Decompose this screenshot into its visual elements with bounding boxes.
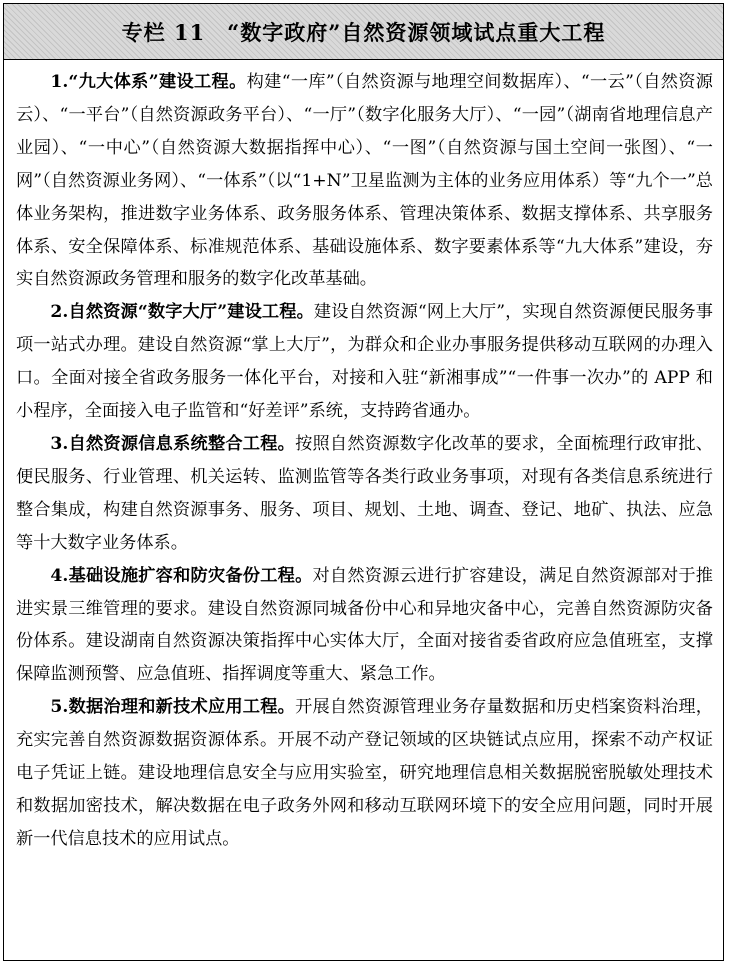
paragraph-3 [16, 428, 713, 560]
paragraph-body: 建设自然资源“网上大厅”，实现自然资源便民服务事项一站式办理。建设自然资源“掌上大厅”，为群众和企业办事服务提供移动互联网的办理入口。全面对接全省政务服务一体化平台，对接和入驻“新湘事成”“一件事一次办”的 APP 和小程序，全面接入电子监管和“好差评”系统，支持跨省通办。 [16, 302, 713, 422]
paragraph-heading: 5.数据治理和新技术应用工程。 [50, 697, 296, 718]
paragraph-heading: 2.自然资源“数字大厅”建设工程。 [50, 302, 314, 323]
column-content [4, 60, 723, 856]
paragraph-heading: 4.基础设施扩容和防灾备份工程。 [50, 565, 313, 586]
paragraph-body: 对自然资源云进行扩容建设，满足自然资源部对于推进实景三维管理的要求。建设自然资源同城备份中心和异地灾备中心，完善自然资源防灾备份体系。建设湖南自然资源决策指挥中心实体大厅，全面对接省委省政府应急值班室，支撑保障监测预警、应急值班、指挥调度等重大、紧急工作。 [16, 565, 713, 685]
paragraph-4 [16, 560, 713, 692]
paragraph-body: 按照自然资源数字化改革的要求，全面梳理行政审批、便民服务、行业管理、机关运转、监测监管等各类行政业务事项，对现有各类信息系统进行整合集成，构建自然资源事务、服务、项目、规划、土地、调查、登记、地矿、执法、应急等十大数字业务体系。 [16, 433, 713, 553]
paragraph-heading: 3.自然资源信息系统整合工程。 [50, 433, 296, 454]
paragraph-2 [16, 296, 713, 428]
column-title: 专栏 11 “数字政府”自然资源领域试点重大工程 [121, 19, 606, 45]
title-bar [4, 4, 723, 60]
paragraph-heading: 1.“九大体系”建设工程。 [50, 72, 247, 92]
paragraph-body: 开展自然资源管理业务存量数据和历史档案资料治理，充实完善自然资源数据资源体系。开展不动产登记领域的区块链试点应用，探索不动产权证电子凭证上链。建设地理信息安全与应用实验室，研究地理信息相关数据脱密脱敏处理技术和数据加密技术，解决数据在电子政务外网和移动互联网环境下的安全应用问题，同时开展新一代信息技术的应用试点。 [16, 697, 713, 849]
paragraph-body: 构建“一库”（自然资源与地理空间数据库）、“一云”（自然资源云）、“一平台”（自然资源政务平台）、“一厅”（数字化服务大厅）、“一园”（湖南省地理信息产业园）、“一中心”（自然资源大数据指挥中心）、“一图”（自然资源与国土空间一张图）、“一网”（自然资源业务网）、“一体系”（以“1+N”卫星监测为主体的业务应用体系）等“九个一”总体业务架构，推进数字业务体系、政务服务体系、管理决策体系、数据支撑体系、共享服务体系、安全保障体系、标准规范体系、基础设施体系、数字要素体系等“九大体系”建设，夯实自然资源政务管理和服务的数字化改革基础。 [16, 72, 713, 290]
column-box [3, 3, 724, 961]
paragraph-5 [16, 691, 713, 856]
paragraph-1 [16, 66, 713, 296]
